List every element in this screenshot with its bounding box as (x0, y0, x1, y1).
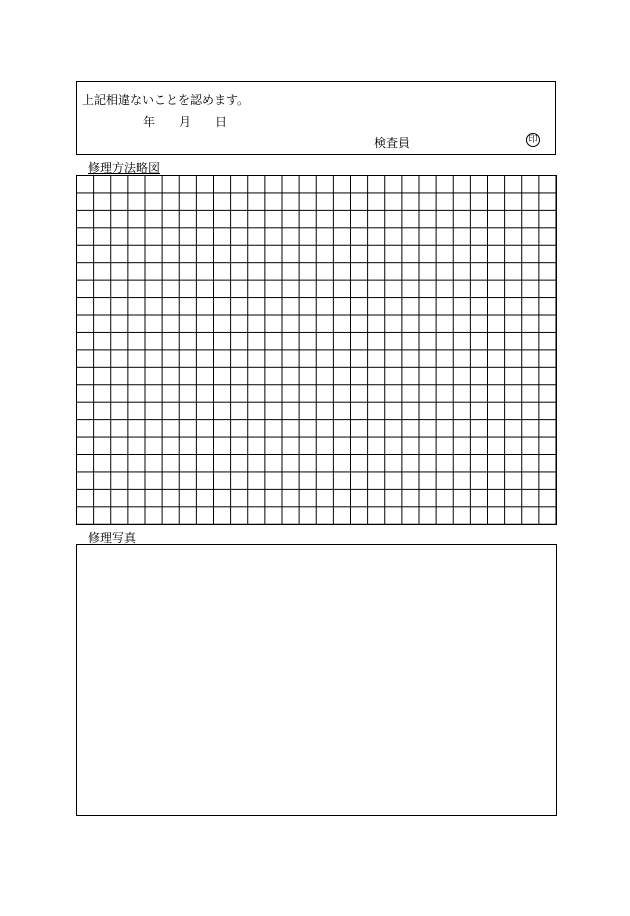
repair-photo-area (76, 544, 557, 816)
repair-method-sketch-title: 修理方法略図 (88, 161, 161, 175)
confirmation-statement: 上記相違ないことを認めます。 (82, 93, 250, 107)
confirmation-box (76, 81, 556, 155)
year-label: 年 (143, 115, 156, 129)
sketch-grid (76, 175, 557, 525)
inspector-label: 検査員 (374, 136, 411, 150)
day-label: 日 (215, 115, 228, 129)
seal-mark: 印 (526, 133, 540, 147)
month-label: 月 (179, 115, 192, 129)
repair-photo-title: 修理写真 (88, 531, 137, 545)
